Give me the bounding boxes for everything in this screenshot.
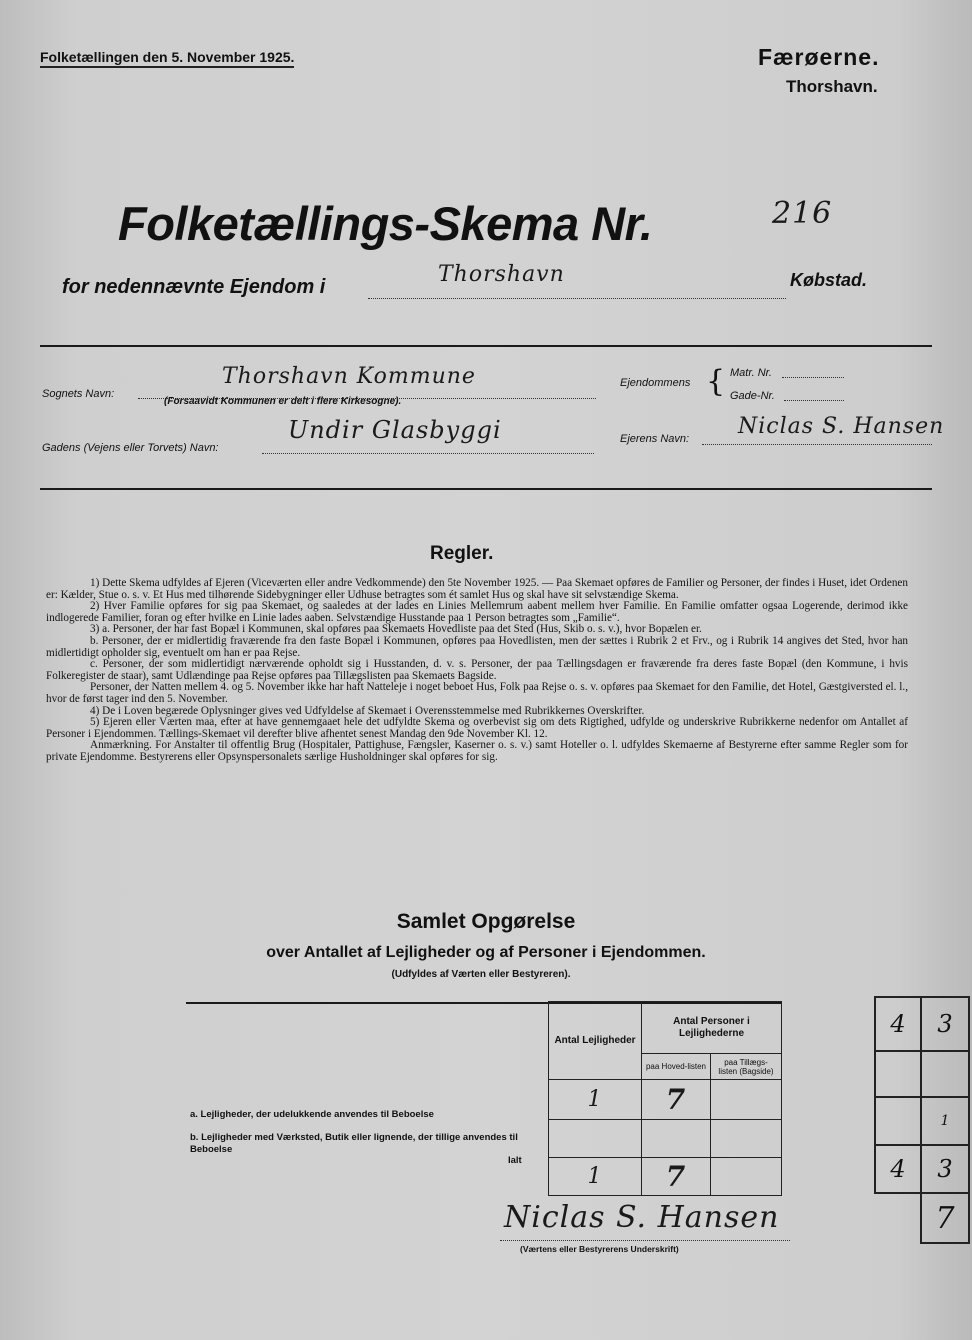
row-a-supplement (711, 1080, 782, 1120)
total-apartments: 1 (549, 1158, 642, 1196)
tally-total: 7 (920, 1192, 970, 1244)
divider-top (40, 345, 932, 347)
col-supplement-top: paa Tillægs- (724, 1057, 768, 1067)
tally-r3c2: 1 (920, 1096, 970, 1146)
total-main: 7 (642, 1158, 711, 1196)
parish-value: Thorshavn Kommune (222, 364, 476, 389)
summary-note: (Udfyldes af Værten eller Bestyreren). (391, 969, 571, 980)
summary-subtitle: over Antallet af Lejligheder og af Personer i Ejendommen. (266, 944, 706, 961)
brace-icon: { (706, 364, 726, 399)
gade-line (784, 400, 844, 401)
row-a-apartments: 1 (549, 1080, 642, 1120)
property-place: Thorshavn (438, 262, 565, 287)
rule-note: Anmærkning. For Anstalter til offentlig Brug (Hospitaler, Pattighuse, Fængsler, Kaserner o. s. v.) samt Hoteller o. l. udfyldes Skemaerne af Bestyrerne efter samme Regler som for private Ejendomme. Bestyrerens eller Opsynspersonalets særlige Husholdninger skal opføres for sig. (46, 739, 908, 763)
summary-title: Samlet Opgørelse (396, 910, 576, 933)
town-title: Thorshavn. (786, 77, 878, 96)
rule-3b: b. Personer, der er midlertidig fraværende fra den faste Bopæl i Kommunen, opføres paa Hovedlisten, men der sættes i Rubrik 2 et Frv., og i Rubrik 14 angives det Sted, hvor han midlertidigt opholder sig, eventuelt om han er paa Rejse. (46, 634, 908, 659)
summary-table (548, 1001, 782, 1196)
property-suffix: Købstad. (790, 270, 868, 290)
property-label: Ejendommens (620, 377, 691, 389)
row-b-supplement (711, 1120, 782, 1158)
parish-label: Sognets Navn: (42, 388, 115, 400)
rule-5: 5) Ejeren eller Værten maa, efter at have gennemgaaet hele det udfyldte Skema og overbevist sig om dets Rigtighed, udfylde og underskrive Rubrikkerne nedenfor om Antallet af Personer i Ejendommen. Tællings-Skemaet vil derefter blive afhentet senest Mandag den 9de November Kl. 12. (46, 716, 908, 740)
owner-value: Niclas S. Hansen (738, 414, 945, 439)
rules-heading: Regler. (430, 543, 494, 564)
signature-line (500, 1240, 790, 1241)
tally-r4c2: 3 (920, 1144, 970, 1194)
rule-3c: c. Personer, der som midlertidigt nærværende opholdt sig i Husstanden, d. v. s. Personer, der paa Tællingsdagen er fraværende fra deres faste Bopæl (den Kommune, i hvis Folkeregister de staar), samt Udlændinge paa Rejse opføres paa Tillægslisten paa Skemaets Bagside. (46, 658, 908, 682)
col-persons-header: Antal Personer i Lejlighederne (642, 1002, 782, 1054)
tally-r2c1 (874, 1050, 922, 1098)
street-line (262, 453, 594, 454)
rule-4: 4) De i Loven begærede Oplysninger gives ved Udfyldelse af Skemaet i Overensstemmelse med Rubrikkernes Overskrifter. (90, 704, 645, 717)
owner-line (702, 444, 932, 445)
street-value: Undir Glasbyggi (288, 416, 502, 444)
region-title: Færøerne. (758, 44, 880, 70)
row-b-main (642, 1120, 711, 1158)
matr-line (782, 377, 844, 378)
street-label: Gadens (Vejens eller Torvets) Navn: (42, 442, 219, 454)
col-apartments-header: Antal Lejligheder (549, 1002, 642, 1080)
rule-3d: Personer, der Natten mellem 4. og 5. November ikke har haft Natteleje i noget beboet Hus, Folk paa Rejse o. s. v. opføres paa Skemaet for den Familie, det Hotel, Gæstgiversted el. l., hvor de først tager ind den 5. November. (46, 681, 908, 705)
signature: Niclas S. Hansen (504, 1200, 780, 1235)
rule-3a: 3) a. Personer, der har fast Bopæl i Kommunen, skal opføres paa Skemaets Hovedliste paa det Sted (Hus, Skib o. s. v.), hvor Bopælen er. (90, 623, 702, 636)
row-a-label: a. Lejligheder, der udelukkende anvendes til Beboelse (190, 1109, 434, 1120)
row-b-apartments (549, 1120, 642, 1158)
form-title: Folketællings-Skema Nr. (118, 197, 653, 250)
gade-label: Gade-Nr. (730, 390, 775, 402)
tally-r1c2: 3 (920, 996, 970, 1052)
tally-r2c2 (920, 1050, 970, 1098)
signature-caption: (Værtens eller Bestyrerens Underskrift) (520, 1244, 679, 1254)
total-supplement (711, 1158, 782, 1196)
row-a-main: 7 (642, 1080, 711, 1120)
col-main-list-header: paa Hoved-listen (642, 1054, 711, 1080)
row-b-label: b. Lejligheder med Værksted, Butik eller lignende, der tillige anvendes til Beboelse (190, 1132, 518, 1155)
property-prefix: for nedennævnte Ejendom i (62, 276, 326, 298)
rules-text (46, 578, 908, 764)
census-date-header: Folketællingen den 5. November 1925. (40, 49, 294, 68)
tally-r1c1: 4 (874, 996, 922, 1052)
rule-1: 1) Dette Skema udfyldes af Ejeren (Viceværten eller andre Vedkommende) den 5te November 1925. — Paa Skemaet opføres de Familier og Personer, der findes i Huset, idet Ordenen er: Kælder, Stue o. s. v. Et Hus med tilhørende Sidebygninger eller Udhuse betragtes som ét samlet Hus og skal have sit selvstændige Skema. (46, 577, 908, 601)
matr-label: Matr. Nr. (730, 367, 772, 379)
tally-r3c1 (874, 1096, 922, 1146)
owner-label: Ejerens Navn: (620, 433, 690, 445)
col-supplement-bottom: listen (Bagside) (718, 1066, 774, 1076)
col-supplement-header (711, 1054, 782, 1080)
property-place-line (368, 298, 786, 299)
parish-note: (Forsaavidt Kommunen er delt i flere Kirkesogne). (164, 396, 402, 407)
form-number: 216 (772, 196, 833, 231)
tally-r4c1: 4 (874, 1144, 922, 1194)
divider-fields (40, 488, 932, 490)
rule-2: 2) Hver Familie opføres for sig paa Skemaet, og saaledes at der lades en Linies Mellemrum aabent mellem hver Familie. En Familie omfatter ogsaa Logerende, derimod ikke indlogerede Familier, foran og efter hvilke en Linie lades aaben. Selvstændige Husstande paa 1 Person betragtes som „Familie“. (46, 600, 908, 624)
total-label: Ialt (508, 1155, 522, 1166)
